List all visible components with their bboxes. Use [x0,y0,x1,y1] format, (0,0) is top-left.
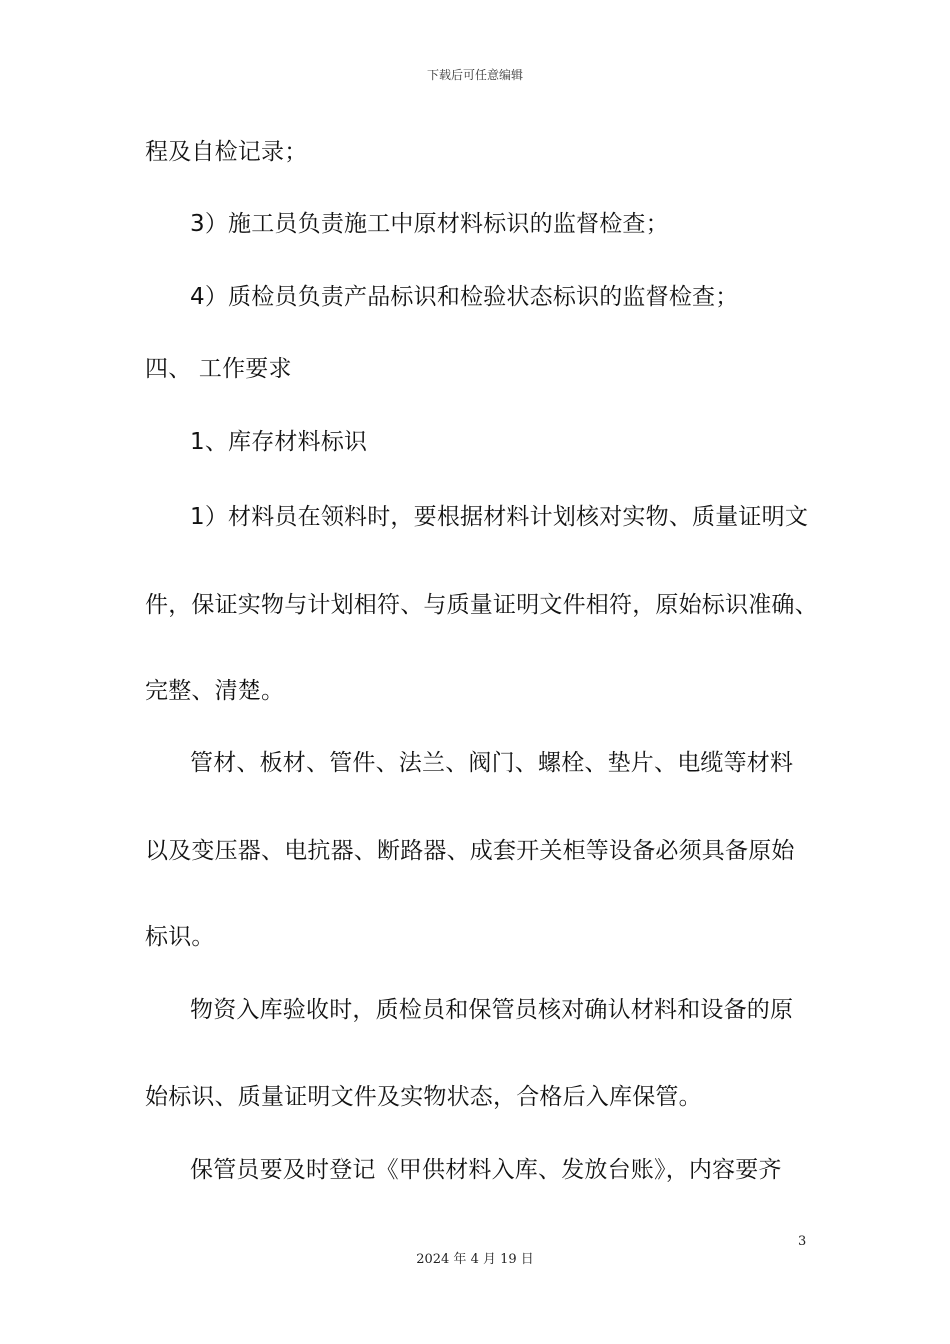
body-line: 物资入库验收时，质检员和保管员核对确认材料和设备的原 [190,997,794,1023]
body-line: 3）施工员负责施工中原材料标识的监督检查； [190,211,669,237]
body-line: 程及自检记录； [145,139,308,165]
footer-date: 2024 年 4 月 19 日 [416,1252,534,1267]
body-line: 保管员要及时登记《甲供材料入库、发放台账》，内容要齐 [190,1157,782,1183]
body-line: 完整、清楚。 [145,678,285,704]
body-line: 始标识、质量证明文件及实物状态，合格后入库保管。 [145,1084,702,1110]
body-line: 件，保证实物与计划相符、与质量证明文件相符，原始标识准确、 [145,592,818,618]
body-line: 管材、板材、管件、法兰、阀门、螺栓、垫片、电缆等材料 [190,750,794,776]
body-line: 4）质检员负责产品标识和检验状态标识的监督检查； [190,284,739,310]
subsection-heading: 1、库存材料标识 [190,429,368,455]
page-number: 3 [798,1234,807,1249]
body-line: 1）材料员在领料时，要根据材料计划核对实物、质量证明文 [190,504,809,530]
body-line: 标识。 [145,924,215,950]
body-line: 以及变压器、电抗器、断路器、成套开关柜等设备必须具备原始 [145,838,795,864]
section-heading: 四、 工作要求 [145,356,292,382]
page-header: 下载后可任意编辑 [426,68,523,82]
